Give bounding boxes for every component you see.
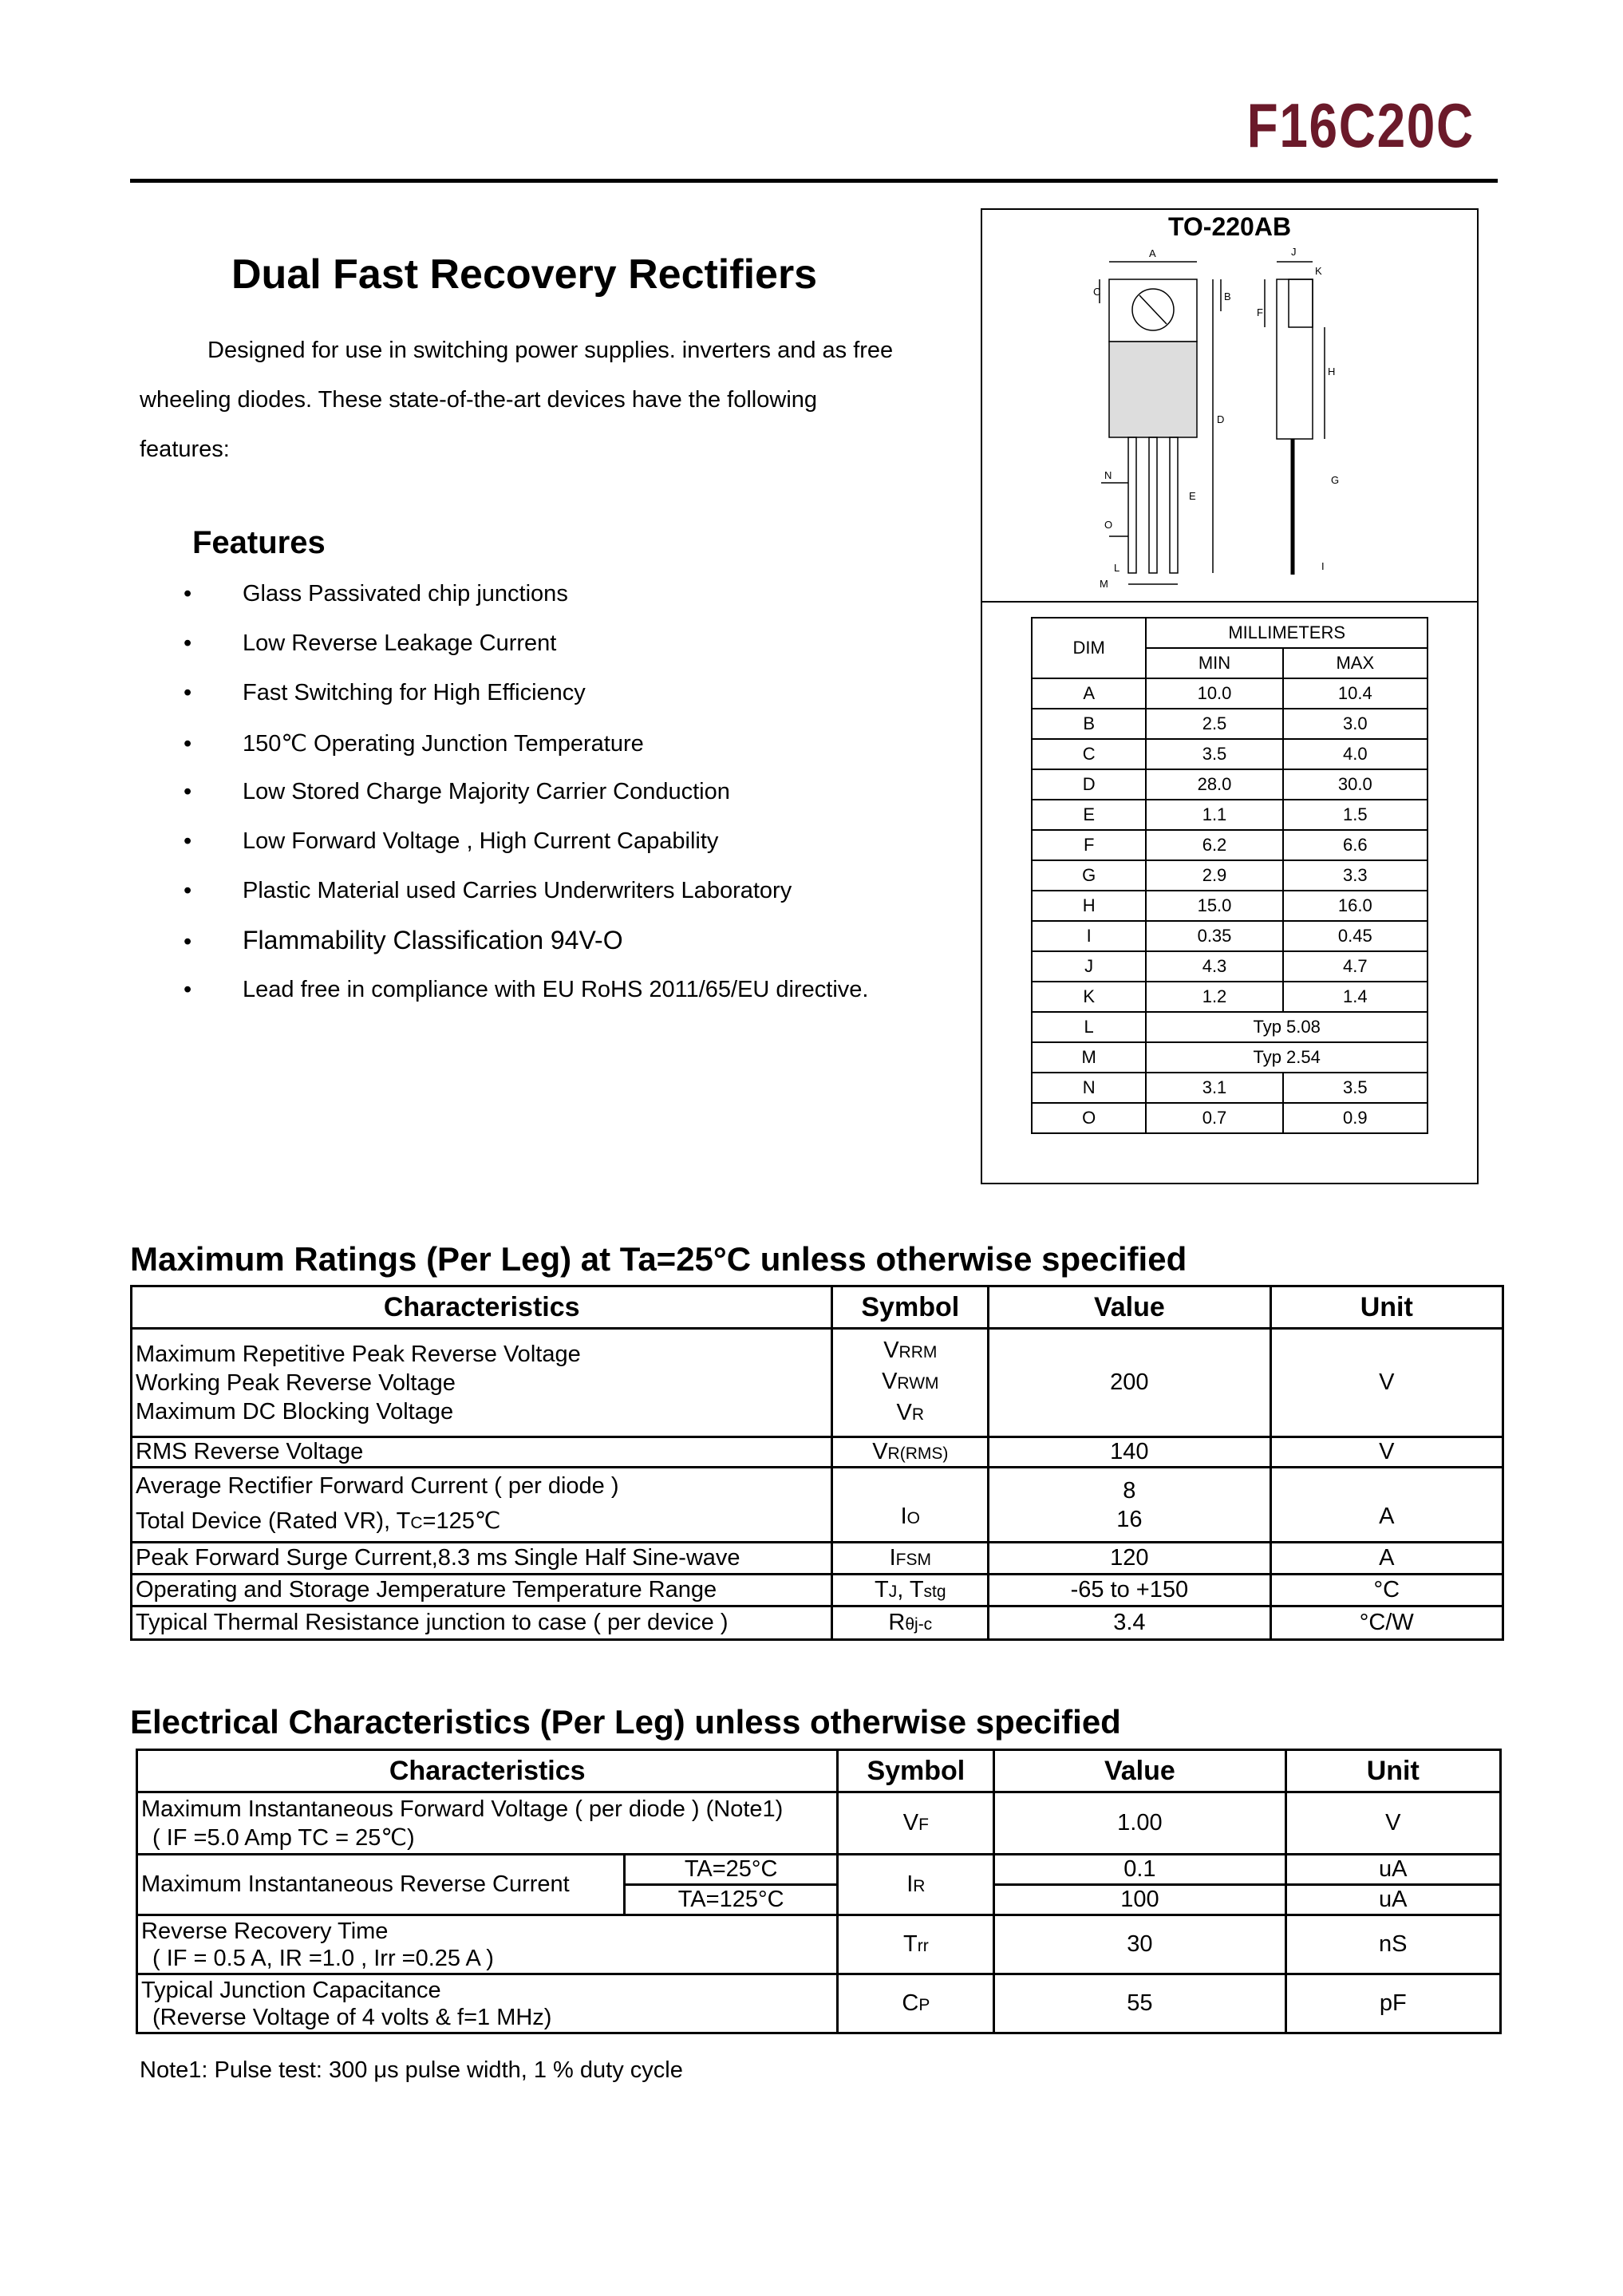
feature-text: Low Reverse Leakage Current [243, 630, 557, 656]
characteristic-line: Maximum DC Blocking Voltage [136, 1398, 454, 1425]
symbol: I [889, 1545, 896, 1571]
symbol: I [900, 1504, 907, 1529]
characteristic-line: Reverse Recovery Time [141, 1918, 389, 1944]
table-row [137, 1974, 1501, 2033]
condition-cell: TA=25°C [624, 1855, 838, 1885]
feature-item [184, 779, 730, 805]
unit-cell: °C [1270, 1575, 1503, 1606]
unit-cell: A [1270, 1543, 1503, 1575]
characteristic-line: Maximum Instantaneous Forward Voltage ( per diode ) (Note1) [141, 1796, 784, 1822]
table-row [132, 1606, 1503, 1640]
bullet-icon: • [184, 731, 192, 757]
symbol-header: Symbol [832, 1286, 989, 1329]
feature-item [184, 630, 556, 657]
bullet-icon: • [184, 828, 192, 854]
table-row [1032, 830, 1428, 860]
package-outline-drawing [1093, 239, 1380, 591]
max-cell: 3.3 [1283, 860, 1428, 891]
table-row [132, 1468, 1503, 1543]
characteristic-text: =125℃ [422, 1508, 501, 1534]
symbol: C [902, 1990, 919, 2016]
intro-line-1: Designed for use in switching power supplies. inverters and as free [207, 338, 894, 363]
table-row [132, 1543, 1503, 1575]
symbol-sub: O [906, 1509, 920, 1527]
package-title: TO-220AB [1167, 212, 1292, 241]
symbol-cell [832, 1468, 989, 1543]
dim-label-h: H [1328, 366, 1336, 377]
min-cell: 10.0 [1146, 678, 1282, 709]
dim-label-k: K [1315, 265, 1322, 277]
min-cell: 2.9 [1146, 860, 1282, 891]
characteristic-line: (Reverse Voltage of 4 volts & f=1 MHz) [152, 2004, 552, 2030]
dim-cell: F [1032, 830, 1146, 860]
dim-cell: L [1032, 1012, 1146, 1042]
dim-label-d: D [1217, 413, 1225, 425]
symbol: T [903, 1931, 918, 1957]
symbol: I [906, 1871, 914, 1897]
unit-cell: V [1285, 1792, 1501, 1855]
bullet-icon: • [184, 977, 192, 1002]
table-row [1032, 982, 1428, 1012]
characteristic-cell: Peak Forward Surge Current,8.3 ms Single Half Sine-wave [132, 1543, 832, 1575]
min-header: MIN [1146, 648, 1282, 678]
symbol-sub: P [918, 1996, 930, 2014]
symbol-cell [838, 1915, 994, 1974]
characteristic-cell [137, 1915, 838, 1974]
value-cell: -65 to +150 [989, 1575, 1270, 1606]
symbol: V [882, 1369, 898, 1394]
table-row [1032, 860, 1428, 891]
feature-text: 150℃ Operating Junction Temperature [243, 731, 644, 757]
table-row [1032, 709, 1428, 739]
lead-3 [1170, 437, 1178, 573]
typ-cell: Typ 2.54 [1146, 1042, 1428, 1073]
max-cell: 0.9 [1283, 1103, 1428, 1133]
characteristic-line: Average Rectifier Forward Current ( per diode ) [136, 1473, 619, 1499]
characteristic-sub: C [410, 1514, 423, 1532]
symbol-sub: θj-c [905, 1615, 933, 1634]
max-ratings-title: Maximum Ratings (Per Leg) at Ta=25°C unless otherwise specified [130, 1240, 1187, 1278]
dimension-table [1031, 617, 1428, 1134]
max-cell: 1.5 [1283, 800, 1428, 830]
dim-header: DIM [1032, 618, 1146, 678]
package-divider [981, 601, 1479, 603]
symbol: V [883, 1338, 899, 1363]
max-header: MAX [1283, 648, 1428, 678]
bullet-icon: • [184, 630, 192, 656]
symbol-sub: R(RMS) [887, 1444, 949, 1463]
value-cell [989, 1468, 1270, 1543]
symbol: V [896, 1400, 912, 1425]
max-cell: 3.5 [1283, 1073, 1428, 1103]
unit-cell: nS [1285, 1915, 1501, 1974]
dim-cell: K [1032, 982, 1146, 1012]
characteristic-cell: RMS Reverse Voltage [132, 1437, 832, 1468]
value-cell: 120 [989, 1543, 1270, 1575]
feature-item [184, 878, 792, 904]
value-cell: 200 [989, 1329, 1270, 1437]
characteristic-line: Working Peak Reverse Voltage [136, 1369, 456, 1396]
characteristic-cell [132, 1329, 832, 1437]
part-number: F16C20C [1246, 90, 1475, 160]
feature-text: Flammability Classification 94V-O [243, 926, 623, 954]
min-cell: 15.0 [1146, 891, 1282, 921]
value-header: Value [989, 1286, 1270, 1329]
characteristic-cell: Maximum Instantaneous Reverse Current [137, 1855, 625, 1915]
millimeters-header: MILLIMETERS [1146, 618, 1428, 648]
table-row [137, 1855, 1501, 1885]
dim-label-g: G [1331, 474, 1340, 486]
dim-cell: I [1032, 921, 1146, 951]
bullet-icon: • [184, 929, 192, 954]
dim-label-m: M [1100, 578, 1108, 590]
table-row [1032, 800, 1428, 830]
characteristic-cell [132, 1468, 832, 1543]
unit-cell: uA [1285, 1885, 1501, 1915]
characteristic-line: ( IF =5.0 Amp TC = 25℃) [152, 1824, 415, 1851]
unit-cell: pF [1285, 1974, 1501, 2033]
value-cell: 55 [994, 1974, 1285, 2033]
feature-item [184, 977, 868, 1003]
characteristics-header: Characteristics [132, 1286, 832, 1329]
characteristic-line: ( IF = 0.5 A, IR =1.0 , Irr =0.25 A ) [152, 1945, 494, 1971]
dim-label-l: L [1114, 562, 1120, 574]
table-row [1032, 678, 1428, 709]
unit-cell: A [1270, 1468, 1503, 1543]
min-cell: 2.5 [1146, 709, 1282, 739]
characteristic-text: Total Device (Rated VR), T [136, 1508, 411, 1534]
table-row [137, 1915, 1501, 1974]
unit-header: Unit [1285, 1750, 1501, 1792]
lead-2 [1149, 437, 1157, 573]
feature-item [184, 828, 718, 855]
electrical-title: Electrical Characteristics (Per Leg) unless otherwise specified [130, 1703, 1121, 1741]
max-cell: 4.0 [1283, 739, 1428, 769]
symbol-cell [832, 1543, 989, 1575]
dim-cell: M [1032, 1042, 1146, 1073]
symbol-cell [832, 1606, 989, 1640]
lead-1 [1128, 437, 1136, 573]
min-cell: 3.1 [1146, 1073, 1282, 1103]
bullet-icon: • [184, 680, 192, 705]
dim-cell: D [1032, 769, 1146, 800]
feature-item [184, 729, 644, 757]
feature-text: Glass Passivated chip junctions [243, 581, 568, 607]
symbol: , T [897, 1577, 924, 1602]
dim-cell: O [1032, 1103, 1146, 1133]
table-row [1032, 739, 1428, 769]
characteristics-header: Characteristics [137, 1750, 838, 1792]
bullet-icon: • [184, 779, 192, 804]
symbol-cell [838, 1792, 994, 1855]
value-line: 16 [1116, 1506, 1143, 1532]
symbol-cell [832, 1575, 989, 1606]
max-cell: 4.7 [1283, 951, 1428, 982]
symbol: V [902, 1810, 919, 1836]
symbol-sub: RWM [897, 1374, 939, 1393]
characteristic-cell: Operating and Storage Jemperature Temperature Range [132, 1575, 832, 1606]
symbol-sub: J [888, 1583, 898, 1601]
value-cell: 30 [994, 1915, 1285, 1974]
symbol-cell [838, 1855, 994, 1915]
value-cell: 0.1 [994, 1855, 1285, 1885]
dim-label-c: C [1093, 286, 1101, 298]
features-heading: Features [192, 525, 326, 560]
unit-header: Unit [1270, 1286, 1503, 1329]
dim-cell: N [1032, 1073, 1146, 1103]
typ-cell: Typ 5.08 [1146, 1012, 1428, 1042]
characteristic-cell: Typical Thermal Resistance junction to case ( per device ) [132, 1606, 832, 1640]
intro-line-3: features: [140, 437, 230, 462]
dim-cell: E [1032, 800, 1146, 830]
symbol-sub: R [911, 1405, 925, 1424]
feature-text: Low Stored Charge Majority Carrier Conduction [243, 779, 730, 804]
bullet-icon: • [184, 581, 192, 607]
symbol-sub: FSM [895, 1551, 931, 1569]
header-rule [130, 179, 1498, 183]
min-cell: 4.3 [1146, 951, 1282, 982]
min-cell: 1.1 [1146, 800, 1282, 830]
symbol-cell [838, 1974, 994, 2033]
table-row [1032, 1042, 1428, 1073]
dim-label-j: J [1291, 246, 1297, 258]
bullet-icon: • [184, 878, 192, 903]
max-cell: 6.6 [1283, 830, 1428, 860]
value-cell: 100 [994, 1885, 1285, 1915]
unit-cell: uA [1285, 1855, 1501, 1885]
table-row [132, 1329, 1503, 1437]
table-row [132, 1575, 1503, 1606]
electrical-table [136, 1749, 1502, 2034]
max-cell: 30.0 [1283, 769, 1428, 800]
min-cell: 0.7 [1146, 1103, 1282, 1133]
value-cell: 3.4 [989, 1606, 1270, 1640]
value-header: Value [994, 1750, 1285, 1792]
min-cell: 3.5 [1146, 739, 1282, 769]
value-cell: 1.00 [994, 1792, 1285, 1855]
dim-label-i: I [1321, 560, 1325, 572]
table-row [137, 1792, 1501, 1855]
body-outline [1109, 342, 1197, 437]
min-cell: 1.2 [1146, 982, 1282, 1012]
max-ratings-table [130, 1285, 1504, 1641]
footnote: Note1: Pulse test: 300 μs pulse width, 1 % duty cycle [140, 2057, 683, 2083]
characteristic-cell [137, 1792, 838, 1855]
symbol-cell [832, 1437, 989, 1468]
characteristic-cell [137, 1974, 838, 2033]
symbol: R [888, 1610, 906, 1635]
table-row [1032, 769, 1428, 800]
unit-cell: V [1270, 1329, 1503, 1437]
dim-cell: G [1032, 860, 1146, 891]
dim-label-b: B [1224, 290, 1231, 302]
dim-cell: H [1032, 891, 1146, 921]
characteristic-line: Typical Junction Capacitance [141, 1977, 441, 2003]
dim-label-a: A [1149, 247, 1156, 259]
intro-line-2: wheeling diodes. These state-of-the-art devices have the following [140, 387, 818, 413]
characteristic-line: Maximum Repetitive Peak Reverse Voltage [136, 1341, 581, 1367]
feature-item [184, 926, 623, 955]
symbol: V [872, 1439, 888, 1464]
dim-cell: C [1032, 739, 1146, 769]
page-title: Dual Fast Recovery Rectifiers [231, 251, 818, 298]
unit-cell: °C/W [1270, 1606, 1503, 1640]
dim-label-n: N [1104, 469, 1112, 481]
symbol-sub: RRM [898, 1343, 938, 1361]
feature-item [184, 581, 568, 607]
min-cell: 0.35 [1146, 921, 1282, 951]
min-cell: 28.0 [1146, 769, 1282, 800]
feature-item [184, 680, 586, 706]
min-cell: 6.2 [1146, 830, 1282, 860]
value-line: 8 [1123, 1477, 1136, 1504]
symbol-cell [832, 1329, 989, 1437]
max-cell: 10.4 [1283, 678, 1428, 709]
table-row [1032, 1012, 1428, 1042]
symbol-sub: F [918, 1816, 929, 1834]
unit-cell: V [1270, 1437, 1503, 1468]
value-cell: 140 [989, 1437, 1270, 1468]
table-row [1032, 951, 1428, 982]
feature-text: Lead free in compliance with EU RoHS 2011/65/EU directive. [243, 977, 869, 1002]
table-row [1032, 921, 1428, 951]
condition-cell: TA=125°C [624, 1885, 838, 1915]
table-row [1032, 891, 1428, 921]
dim-cell: B [1032, 709, 1146, 739]
table-row [132, 1437, 1503, 1468]
table-row [1032, 1073, 1428, 1103]
feature-text: Fast Switching for High Efficiency [243, 680, 586, 705]
symbol-sub: R [913, 1877, 926, 1895]
max-cell: 16.0 [1283, 891, 1428, 921]
dim-label-e: E [1189, 490, 1196, 502]
feature-text: Plastic Material used Carries Underwriters Laboratory [243, 878, 792, 903]
symbol-sub: rr [917, 1937, 929, 1955]
table-row [1032, 1103, 1428, 1133]
max-cell: 0.45 [1283, 921, 1428, 951]
symbol-header: Symbol [838, 1750, 994, 1792]
feature-text: Low Forward Voltage , High Current Capability [243, 828, 719, 854]
max-cell: 3.0 [1283, 709, 1428, 739]
symbol-sub: stg [923, 1583, 946, 1601]
dim-cell: A [1032, 678, 1146, 709]
max-cell: 1.4 [1283, 982, 1428, 1012]
dim-label-o: O [1104, 519, 1113, 531]
dim-cell: J [1032, 951, 1146, 982]
dim-label-f: F [1257, 306, 1263, 318]
symbol: T [875, 1577, 889, 1602]
